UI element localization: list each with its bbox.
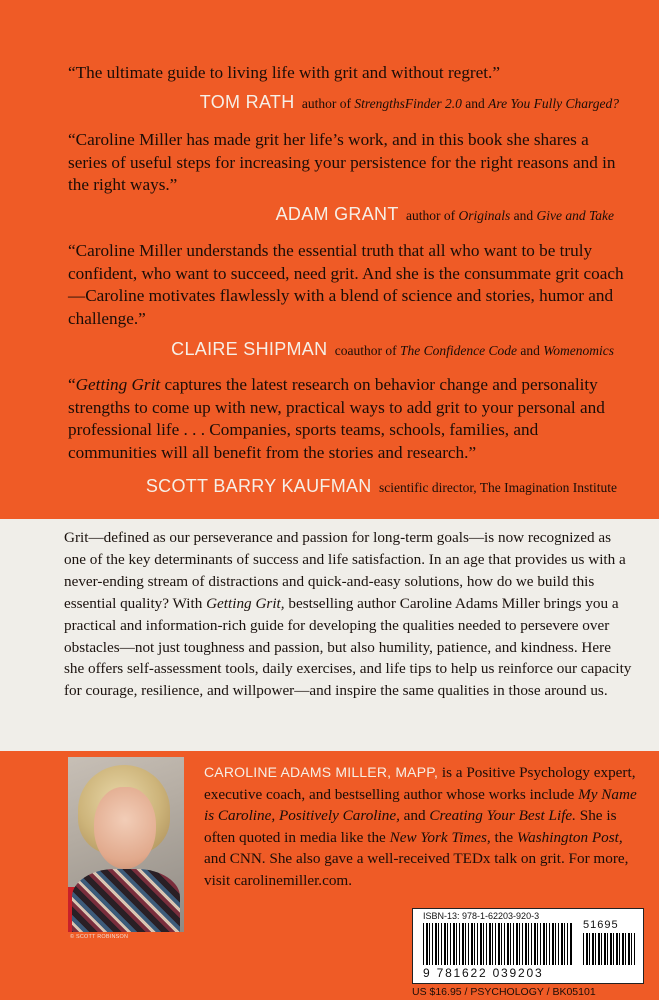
- quote-adam-grant: “Caroline Miller has made grit her life’s work, and in this book she shares a series of useful steps for increasing your persistence for the right reasons and in the right ways.”: [68, 130, 616, 194]
- endorser-name: TOM RATH: [199, 92, 295, 112]
- attribution-adam-grant: ADAM GRANT author of Originals and Give and Take: [275, 204, 614, 224]
- price-category-line: US $16.95 / PSYCHOLOGY / BK05101: [412, 986, 596, 998]
- author-photo: [68, 757, 184, 932]
- price-barcode-bars: [583, 933, 635, 965]
- photo-credit: © SCOTT ROBINSON: [70, 934, 129, 940]
- price-code: 51695: [583, 919, 619, 931]
- quote-scott-barry-kaufman: “Getting Grit captures the latest research on behavior change and personality strengths to come up with new, practical ways to add grit to your personal and professional life . . . Companies, sports teams, schools, families, and communities will all benefit from the stories and research.”: [68, 375, 605, 462]
- endorser-name: CLAIRE SHIPMAN: [171, 339, 328, 359]
- book-description: Grit—defined as our perseverance and passion for long-term goals—is now recognized as one of the key determinants of success and life satisfaction. In an age that provides us with a never-ending stream of distractions and quick-and-easy solutions, how do we build this essential quality? With Getting Grit, bestselling author Caroline Adams Miller brings you a practical and information-rich guide for developing the qualities needed to persevere over obstacles—not just toughness and passion, but also humility, patience, and kindness. Here she offers self-assessment tools, daily exercises, and life tips to help us reinforce our capacity for courage, resilience, and willpower—and inspire the same qualities in those around us.: [64, 529, 632, 700]
- isbn-barcode: [412, 908, 644, 984]
- author-bio: CAROLINE ADAMS MILLER, MAPP, is a Positive Psychology expert, executive coach, and bestselling author whose works include My Name is Caroline, Positively Caroline, and Creating Your Best Life. She is often quoted in media like the New York Times, the Washington Post, and CNN. She also gave a well-received TEDx talk on grit. For more, visit carolinemiller.com.: [204, 764, 637, 889]
- quote-claire-shipman: “Caroline Miller understands the essential truth that all who want to be truly confident, who want to succeed, need grit. And she is the consummate grit coach—Caroline motivates flawlessly with a blend of science and stories, humor and challenge.”: [68, 241, 624, 328]
- barcode-bars: [423, 923, 573, 965]
- attribution-claire-shipman: CLAIRE SHIPMAN coauthor of The Confidence Code and Womenomics: [171, 339, 614, 359]
- quote-tom-rath: “The ultimate guide to living life with grit and without regret.”: [68, 63, 500, 82]
- attribution-scott-barry-kaufman: SCOTT BARRY KAUFMAN scientific director, The Imagination Institute: [145, 476, 617, 496]
- isbn-number: ISBN-13: 978-1-62203-920-3: [423, 911, 540, 921]
- description-panel: [0, 519, 659, 751]
- attribution-tom-rath: TOM RATH author of StrengthsFinder 2.0 and Are You Fully Charged?: [199, 92, 619, 112]
- author-name: CAROLINE ADAMS MILLER, MAPP,: [204, 764, 439, 780]
- endorser-name: ADAM GRANT: [275, 204, 399, 224]
- author-panel: [0, 751, 659, 1000]
- endorser-name: SCOTT BARRY KAUFMAN: [145, 476, 372, 496]
- barcode-digits: 9 781622 039203: [423, 966, 544, 980]
